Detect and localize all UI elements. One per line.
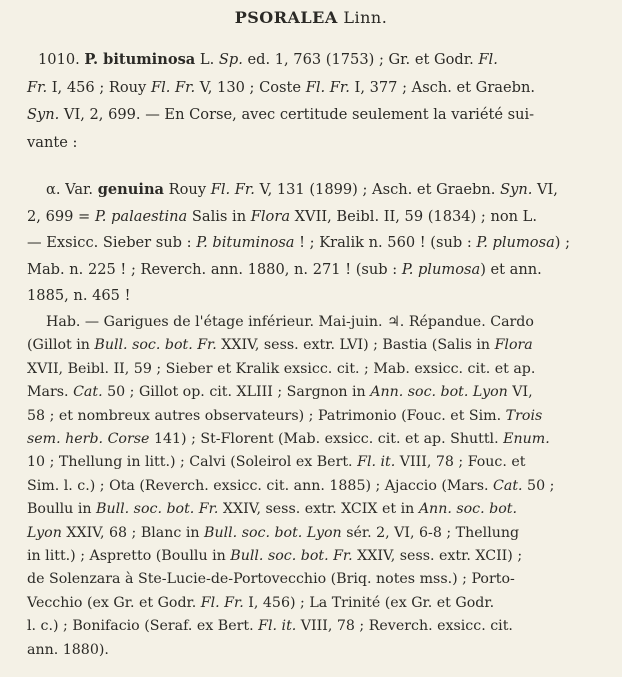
- text-segment: Vecchio (ex Gr. et Godr.: [27, 594, 201, 611]
- text-line: [27, 593, 604, 613]
- text-line: [27, 133, 604, 153]
- text-segment: Salis in: [187, 207, 251, 225]
- text-segment: VIII, 78 ; Fouc. et: [395, 454, 526, 471]
- italic-reference: Cat.: [73, 384, 103, 401]
- text-segment: ed. 1, 763 (1753) ; Gr. et Godr.: [242, 51, 479, 68]
- text-segment: V, 131 (1899) ; Asch. et Graebn.: [254, 181, 501, 198]
- italic-reference: Enum.: [503, 431, 550, 447]
- text-segment: XVII, Beibl. II, 59 (1834) ; non L.: [290, 207, 538, 225]
- italic-reference: Fl. Fr.: [150, 78, 196, 96]
- text-line: [27, 640, 604, 660]
- text-segment: XXIV, sess. extr. LVI) ; Bastia (Salis in: [216, 337, 495, 354]
- text-segment: V, 130 ; Coste: [195, 78, 306, 96]
- text-segment: I, 456) ; La Trinité (ex Gr. et Godr.: [243, 594, 495, 611]
- text-segment: Rouy: [164, 181, 211, 198]
- italic-reference: Fr.: [27, 78, 48, 96]
- text-segment: VI, 2, 699. — En Corse, avec certitude seulement la variété sui-: [59, 106, 535, 123]
- italic-reference: Fl.: [478, 51, 498, 68]
- text-line: [27, 523, 604, 543]
- text-segment: ) ;: [554, 234, 571, 251]
- italic-reference: Fl. Fr.: [305, 78, 350, 96]
- text-segment: Sim. l. c.) ; Ota (Reverch. exsicc. cit. ann. 1885) ; Ajaccio (Mars.: [27, 477, 493, 494]
- genus-author: Linn.: [343, 8, 388, 27]
- text-line: [46, 312, 604, 332]
- italic-reference: P. plumosa: [401, 260, 481, 278]
- text-segment: de Solenzara à Ste-Lucie-de-Portovecchio (Briq. notes mss.) ; Porto-: [27, 571, 515, 588]
- text-segment: 1010.: [38, 51, 85, 68]
- genus-heading: [0, 8, 622, 27]
- italic-reference: Bull. soc. bot. Lyon: [204, 524, 342, 541]
- italic-reference: Fl. Fr.: [210, 181, 255, 198]
- text-segment: Boullu in: [27, 501, 97, 518]
- text-segment: XXIV, 68 ; Blanc in: [61, 524, 205, 541]
- text-segment: α. Var.: [46, 181, 98, 198]
- text-segment: XXIV, sess. extr. XCIX et in: [218, 501, 419, 518]
- italic-reference: Cat.: [493, 477, 523, 494]
- text-line: [27, 78, 604, 98]
- italic-reference: P. plumosa: [476, 234, 555, 251]
- text-line: [27, 616, 604, 636]
- text-segment: VIII, 78 ; Reverch. exsicc. cit.: [296, 618, 513, 635]
- italic-reference: Bull. soc. bot. Fr.: [230, 548, 353, 564]
- italic-reference: P. palaestina: [94, 207, 188, 225]
- italic-reference: Flora: [494, 337, 533, 354]
- text-line: [27, 546, 604, 566]
- text-segment: 58 ; et nombreux autres observateurs) ; Patrimonio (Fouc. et Sim.: [27, 407, 506, 424]
- italic-reference: Bull. soc. bot. Fr.: [96, 501, 219, 518]
- italic-reference: Trois: [505, 407, 543, 424]
- italic-reference: Fl. Fr.: [200, 594, 244, 611]
- text-segment: (Gillot in: [27, 337, 95, 354]
- text-line: [27, 476, 604, 496]
- italic-reference: Syn.: [27, 106, 60, 123]
- taxon-name: genuina: [97, 181, 165, 198]
- text-segment: Mab. n. 225 ! ; Reverch. ann. 1880, n. 271 ! (sub :: [27, 260, 402, 278]
- text-segment: I, 377 ; Asch. et Graebn.: [349, 78, 536, 96]
- text-line: [27, 335, 604, 355]
- text-segment: ) et ann.: [480, 260, 542, 278]
- text-line: [27, 260, 604, 280]
- italic-reference: sem. herb. Corse: [27, 431, 150, 447]
- italic-reference: Bull. soc. bot. Fr.: [94, 337, 217, 354]
- text-segment: 1885, n. 465 !: [27, 287, 131, 304]
- text-segment: I, 456 ; Rouy: [47, 78, 151, 96]
- text-segment: 2, 699 =: [27, 207, 95, 225]
- italic-reference: P. bituminosa: [196, 234, 295, 251]
- text-line: [38, 50, 604, 70]
- text-line: [27, 105, 604, 125]
- italic-reference: Fl. it.: [258, 618, 297, 635]
- text-segment: Hab. — Garigues de l'étage inférieur. Mai-juin. ♃. Répandue. Cardo: [46, 314, 534, 330]
- text-line: [27, 382, 604, 402]
- genus-name: PSORALEA: [234, 8, 338, 27]
- text-line: [27, 429, 604, 449]
- text-segment: sér. 2, VI, 6-8 ; Thellung: [341, 524, 520, 541]
- text-line: [27, 359, 604, 379]
- text-segment: 141) ; St-Florent (Mab. exsicc. cit. et ap. Shuttl.: [149, 431, 504, 447]
- italic-reference: Sp.: [218, 51, 243, 68]
- text-segment: L.: [195, 51, 219, 68]
- text-segment: XXIV, sess. extr. XCII) ;: [352, 548, 523, 564]
- text-segment: 10 ; Thellung in litt.) ; Calvi (Soleirol ex Bert.: [27, 454, 358, 471]
- text-segment: XVII, Beibl. II, 59 ; Sieber et Kralik exsicc. cit. ; Mab. exsicc. cit. et ap.: [27, 360, 536, 377]
- text-line: [27, 569, 604, 589]
- text-line: [27, 499, 604, 519]
- italic-reference: Ann. soc. bot. Lyon: [370, 384, 508, 401]
- text-line: [46, 180, 604, 200]
- text-segment: — Exsicc. Sieber sub :: [27, 234, 197, 251]
- text-segment: VI,: [532, 181, 558, 198]
- text-segment: VI,: [507, 384, 533, 401]
- italic-reference: Lyon: [27, 524, 62, 541]
- text-segment: Mars.: [27, 384, 74, 401]
- text-segment: ! ; Kralik n. 560 ! (sub :: [294, 234, 477, 251]
- taxon-name: P. bituminosa: [84, 51, 196, 68]
- text-line: [27, 233, 604, 253]
- text-segment: 50 ;: [522, 477, 555, 494]
- text-line: [27, 406, 604, 426]
- italic-reference: Syn.: [500, 181, 533, 198]
- text-segment: vante :: [27, 133, 78, 151]
- text-line: [27, 452, 604, 472]
- italic-reference: Ann. soc. bot.: [418, 501, 517, 518]
- italic-reference: Fl. it.: [357, 454, 396, 471]
- italic-reference: Flora: [250, 207, 291, 225]
- text-segment: l. c.) ; Bonifacio (Seraf. ex Bert.: [27, 618, 259, 635]
- text-line: [27, 207, 604, 227]
- text-segment: 50 ; Gillot op. cit. XLIII ; Sargnon in: [102, 384, 371, 401]
- text-segment: ann. 1880).: [27, 641, 109, 658]
- text-line: [27, 286, 604, 306]
- text-segment: in litt.) ; Aspretto (Boullu in: [27, 548, 231, 564]
